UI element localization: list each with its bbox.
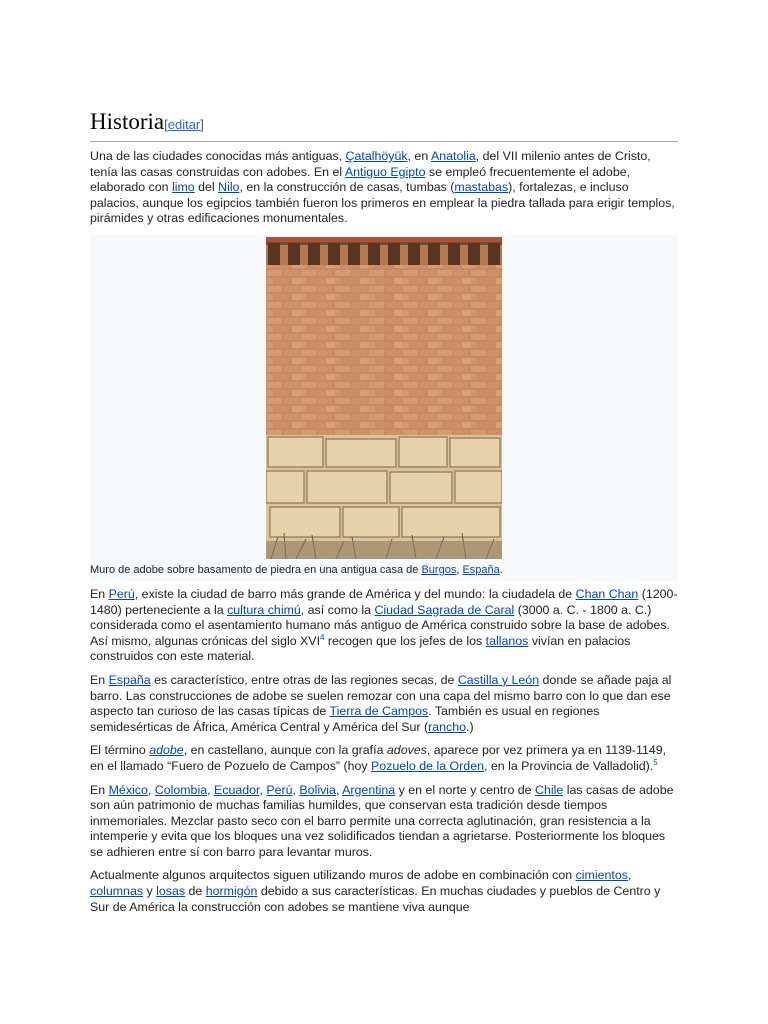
paragraph-3: [90, 673, 678, 735]
text: , así como la: [300, 602, 375, 617]
section-heading: [90, 108, 678, 142]
italic-adoves: adoves: [386, 743, 427, 758]
link-colombia[interactable]: Colombia: [154, 782, 208, 797]
text: (3000 a. C. - 1800 a. C.) considerada como el asentamiento humano más antiguo de América construido sobre la base de adobes. Así mismo, algunas crónicas del siglo XVI: [90, 602, 670, 648]
link-argentina[interactable]: Argentina: [342, 782, 396, 797]
adobe-wall-image: [266, 237, 502, 559]
text: las casas de adobe son aún patrimonio de muchas familias humildes, que conservan esta tradición desde tiempos inmemoriales. Mezclar pasto seco con el barro permite una correcta aglutinación, gran resistencia a la intemperie y evita que los bloques una vez solidificados tiendan a agrietarse. Posteriormente los bloques se adhieren entre sí con barro para levantar muros.: [90, 782, 674, 859]
link-rancho[interactable]: rancho: [428, 719, 467, 734]
text: del: [194, 180, 219, 195]
caption-sep: ,: [456, 563, 463, 576]
adobe-wall-photo[interactable]: [266, 237, 502, 559]
link-espana[interactable]: España: [108, 672, 151, 687]
text: En: [90, 782, 109, 797]
text: ,: [207, 782, 214, 797]
text: se empleó frecuentemente el adobe, elaborado con: [90, 164, 631, 195]
edit-bracket-close: ]: [200, 117, 204, 132]
text: En: [90, 672, 109, 687]
figure: [90, 235, 678, 581]
text: El término: [90, 743, 150, 758]
text: Una de las ciudades conocidas más antiguas,: [90, 149, 346, 163]
link-columnas[interactable]: columnas: [90, 884, 144, 899]
paragraph-2: [90, 587, 678, 665]
text: y: [143, 884, 157, 899]
text: debido a sus características. En muchas ciudades y pueblos de Centro y Sur de América la construcción con adobes se mantiene viva aunque: [90, 884, 661, 914]
link-cimientos[interactable]: cimientos: [575, 868, 628, 883]
text: , en la Provincia de Valladolid).: [483, 758, 654, 773]
text: .): [466, 719, 474, 734]
link-tierra-de-campos[interactable]: Tierra de Campos: [329, 704, 429, 719]
text: , existe la ciudad de barro más grande de América y del mundo: la ciudadela de: [134, 586, 576, 601]
text: , en la construcción de casas, tumbas (: [239, 180, 455, 195]
text: de: [185, 884, 206, 899]
link-hormigon[interactable]: hormigón: [205, 884, 258, 899]
link-ecuador[interactable]: Ecuador: [213, 782, 260, 797]
reference-5[interactable]: 5: [653, 757, 658, 767]
link-bolivia[interactable]: Bolivia: [299, 782, 336, 797]
edit-link[interactable]: editar: [167, 117, 201, 132]
text: , en: [407, 149, 431, 163]
text: y en el norte y centro de: [395, 782, 536, 797]
text: ), fortalezas, e incluso palacios, aunque los egipcios también fueron los primeros en emplear la piedra tallada para erigir templos, pirámides y otras edificaciones monumentales.: [90, 180, 675, 226]
text: En: [90, 586, 109, 601]
text: , aparece por vez primera ya en 1139-1149, en el llamado “Fuero de Pozuelo de Campos” (hoy: [90, 743, 667, 773]
link-chile[interactable]: Chile: [535, 782, 564, 797]
article-content: [90, 108, 678, 923]
paragraph-1: [90, 149, 678, 227]
link-limo[interactable]: limo: [171, 180, 195, 195]
link-mastabas[interactable]: mastabas: [454, 180, 509, 195]
reference-4[interactable]: 4: [320, 632, 325, 642]
link-losas[interactable]: losas: [156, 884, 186, 899]
link-castilla-y-leon[interactable]: Castilla y León: [457, 672, 540, 687]
link-peru-2[interactable]: Perú: [266, 782, 293, 797]
text: (1200-1480) perteneciente a la: [90, 586, 678, 617]
link-nilo[interactable]: Nilo: [218, 180, 240, 195]
text: es característico, entre otras de las regiones secas, de: [150, 672, 458, 687]
text: ,: [627, 868, 632, 883]
text: ,: [259, 782, 267, 797]
edit-bracket-open: [: [164, 117, 168, 132]
caption-end: .: [499, 563, 503, 576]
caption-text: Muro de adobe sobre basamento de piedra en una antigua casa de: [90, 563, 422, 576]
link-catalhoyuk[interactable]: Çatalhöyük: [345, 149, 408, 163]
link-peru[interactable]: Perú: [108, 586, 135, 601]
text: , del VII milenio antes de Cristo, tenía las casas construidas con adobes. En el: [90, 149, 651, 179]
text: ,: [335, 782, 343, 797]
link-cultura-chimu[interactable]: cultura chimú: [227, 602, 301, 617]
text: vivían en palacios construidos con este material.: [90, 633, 631, 664]
paragraph-5: [90, 783, 678, 861]
text: Actualmente algunos arquitectos siguen utilizando muros de adobe en combinación con: [90, 868, 576, 883]
link-tallanos[interactable]: tallanos: [485, 633, 529, 648]
link-anatolia[interactable]: Anatolia: [430, 149, 476, 163]
paragraph-4: [90, 743, 678, 774]
heading-title: Historia: [90, 109, 165, 134]
text: , en castellano, aunque con la grafía: [183, 743, 387, 758]
text: . También es usual en regiones semidesérticas de África, América Central y América del Sur (: [90, 704, 600, 734]
link-espana-caption[interactable]: España: [462, 563, 500, 576]
link-pozuelo-de-la-orden[interactable]: Pozuelo de la Orden: [371, 758, 484, 773]
text: donde se añade paja al barro. Las construcciones de adobe se suelen remozar con una capa del mismo barro con lo que dan ese aspecto tan curioso de las casas típicas de: [90, 672, 672, 719]
link-antiguo-egipto[interactable]: Antiguo Egipto: [344, 164, 426, 179]
link-chan-chan[interactable]: Chan Chan: [575, 586, 639, 601]
link-burgos[interactable]: Burgos: [421, 563, 457, 576]
text: ,: [147, 782, 155, 797]
link-adobe[interactable]: adobe: [149, 743, 184, 758]
link-caral[interactable]: Ciudad Sagrada de Caral: [374, 602, 515, 617]
link-mexico[interactable]: México: [108, 782, 148, 797]
text: ,: [292, 782, 300, 797]
paragraph-6: [90, 868, 678, 915]
text: recogen que los jefes de los: [324, 633, 486, 648]
figure-caption: [90, 559, 678, 577]
